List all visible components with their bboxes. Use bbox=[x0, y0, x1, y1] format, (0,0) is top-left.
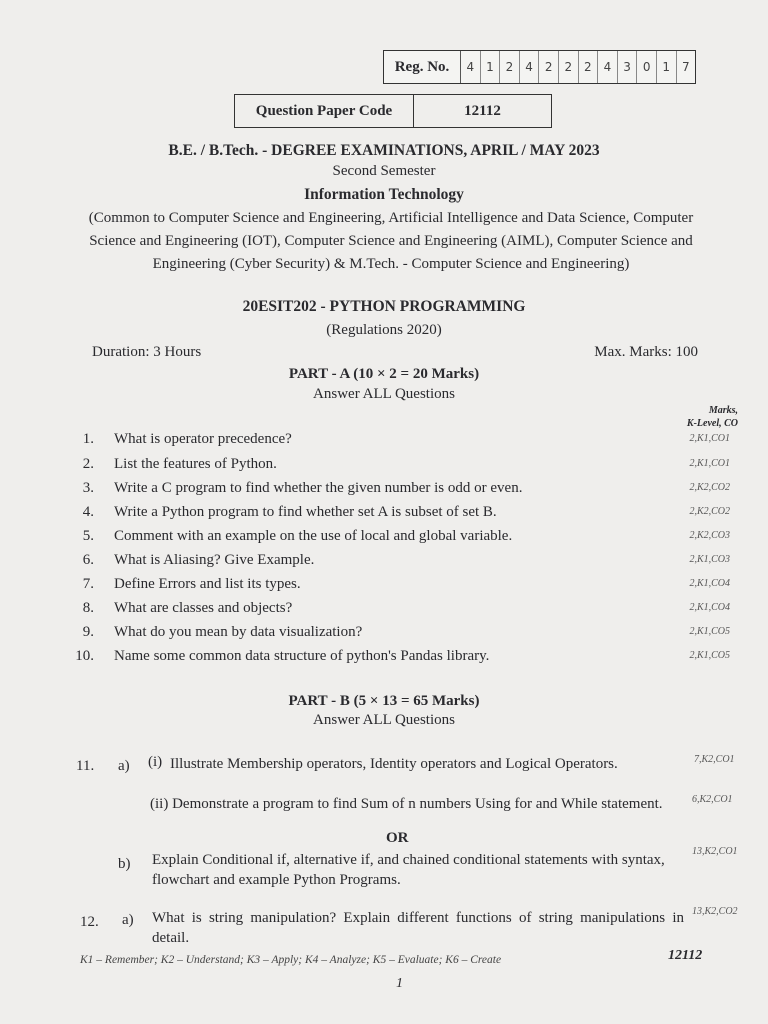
question-text: What do you mean by data visualization? bbox=[114, 624, 363, 640]
question-marks: 13,K2,CO1 bbox=[692, 846, 738, 857]
question-number: 8. bbox=[82, 600, 94, 616]
question-text: Explain Conditional if, alternative if, and chained conditional statements with syntax, flowchart and example Python Programs. bbox=[152, 852, 665, 888]
sub-question-label: a) bbox=[118, 758, 130, 774]
question-marks: 2,K2,CO2 bbox=[689, 482, 730, 493]
question-text: What is string manipulation? Explain different functions of string manipulations in detail. bbox=[152, 910, 684, 946]
question-paper-code-box bbox=[234, 94, 552, 128]
sub-question-label: a) bbox=[122, 912, 134, 928]
course-title: 20ESIT202 - PYTHON PROGRAMMING bbox=[242, 298, 526, 315]
exam-title: B.E. / B.Tech. - DEGREE EXAMINATIONS, APRIL / MAY 2023 bbox=[168, 142, 600, 159]
reg-digit: 1 bbox=[657, 51, 677, 83]
question-text: List the features of Python. bbox=[114, 456, 277, 472]
question-row bbox=[70, 600, 740, 622]
question-text: Illustrate Membership operators, Identity operators and Logical Operators. bbox=[170, 756, 618, 772]
question-text: What is operator precedence? bbox=[114, 431, 292, 447]
question-number: 9. bbox=[82, 624, 94, 640]
question-row bbox=[70, 552, 740, 574]
part-b-instruction: Answer ALL Questions bbox=[313, 712, 455, 728]
question-row bbox=[70, 648, 740, 670]
question-number: 4. bbox=[82, 504, 94, 520]
department: Information Technology bbox=[304, 186, 464, 203]
question-text: What is Aliasing? Give Example. bbox=[114, 552, 315, 568]
question-number: 7. bbox=[82, 576, 94, 592]
duration: Duration: 3 Hours bbox=[92, 344, 202, 360]
reg-digit: 1 bbox=[481, 51, 501, 83]
question-number: 12. bbox=[80, 914, 99, 930]
reg-digit: 4 bbox=[461, 51, 481, 83]
question-row bbox=[70, 431, 740, 453]
qpc-label: Question Paper Code bbox=[235, 95, 414, 127]
question-marks: 6,K2,CO1 bbox=[692, 794, 733, 805]
question-number: 10. bbox=[75, 648, 94, 664]
question-marks: 2,K1,CO5 bbox=[689, 650, 730, 661]
question-marks: 2,K1,CO4 bbox=[689, 602, 730, 613]
question-number: 1. bbox=[82, 431, 94, 447]
question-row bbox=[70, 528, 740, 550]
question-marks: 2,K1,CO5 bbox=[689, 626, 730, 637]
qpc-value: 12112 bbox=[464, 102, 501, 119]
reg-no-label: Reg. No. bbox=[384, 51, 461, 83]
reg-digit: 4 bbox=[520, 51, 540, 83]
question-number: 11. bbox=[76, 758, 95, 774]
question-marks: 7,K2,CO1 bbox=[694, 754, 735, 765]
question-marks: 2,K1,CO3 bbox=[689, 554, 730, 565]
question-text: Write a C program to find whether the given number is odd or even. bbox=[114, 480, 523, 496]
reg-digit: 7 bbox=[682, 60, 690, 74]
footer-paper-code: 12112 bbox=[668, 948, 703, 963]
question-text: Name some common data structure of python's Pandas library. bbox=[114, 648, 490, 664]
question-marks: 13,K2,CO2 bbox=[692, 906, 738, 917]
question-row bbox=[70, 480, 740, 502]
question-text: Define Errors and list its types. bbox=[114, 576, 301, 592]
question-marks: 2,K2,CO3 bbox=[689, 530, 730, 541]
sub-question-label: (i) bbox=[148, 754, 163, 770]
reg-digit: 0 bbox=[637, 51, 657, 83]
question-number: 6. bbox=[82, 552, 94, 568]
question-row bbox=[70, 576, 740, 598]
part-b-title: PART - B (5 × 13 = 65 Marks) bbox=[288, 693, 480, 709]
reg-digit: 4 bbox=[598, 51, 618, 83]
part-a-title: PART - A (10 × 2 = 20 Marks) bbox=[288, 366, 480, 382]
question-marks: 2,K1,CO1 bbox=[689, 433, 730, 444]
question-number: 5. bbox=[82, 528, 94, 544]
question-row bbox=[70, 456, 740, 478]
semester: Second Semester bbox=[332, 163, 436, 179]
question-row bbox=[70, 624, 740, 646]
question-text: (ii) Demonstrate a program to find Sum of n numbers Using for and While statement. bbox=[150, 796, 663, 812]
common-programs: (Common to Computer Science and Engineering, Artificial Intelligence and Data Science, Computer Science and Engineering (IOT), Computer Science and Engineering (AIML), Computer Science and Engineering (Cyber Security) & M.Tech. - Computer Science and Engineering) bbox=[88, 210, 694, 272]
sub-question-label: b) bbox=[118, 856, 131, 872]
reg-digit: 2 bbox=[579, 51, 599, 83]
marks-column-header bbox=[668, 404, 738, 430]
max-marks: Max. Marks: 100 bbox=[594, 344, 698, 360]
question-row bbox=[70, 504, 740, 526]
or-separator: OR bbox=[386, 830, 409, 846]
part-a-instruction: Answer ALL Questions bbox=[313, 386, 455, 402]
question-marks: 2,K1,CO1 bbox=[689, 458, 730, 469]
reg-digit: 2 bbox=[539, 51, 559, 83]
question-text: Comment with an example on the use of local and global variable. bbox=[114, 528, 513, 544]
question-number: 2. bbox=[82, 456, 94, 472]
reg-digit: 2 bbox=[559, 51, 579, 83]
reg-digit: 3 bbox=[618, 51, 638, 83]
knowledge-levels-footer: K1 – Remember; K2 – Understand; K3 – Apply; K4 – Analyze; K5 – Evaluate; K6 – Create bbox=[80, 954, 502, 966]
question-text: Write a Python program to find whether set A is subset of set B. bbox=[114, 504, 497, 520]
question-number: 3. bbox=[82, 480, 94, 496]
page-number: 1 bbox=[396, 976, 403, 991]
marks-header-line-2: K-Level, CO bbox=[686, 418, 738, 429]
question-marks: 2,K2,CO2 bbox=[689, 506, 730, 517]
question-marks: 2,K1,CO4 bbox=[689, 578, 730, 589]
question-text: What are classes and objects? bbox=[114, 600, 293, 616]
regulations: (Regulations 2020) bbox=[326, 322, 442, 338]
reg-digit: 2 bbox=[500, 51, 520, 83]
marks-header-line-1: Marks, bbox=[708, 405, 738, 416]
reg-no-box bbox=[383, 50, 696, 84]
